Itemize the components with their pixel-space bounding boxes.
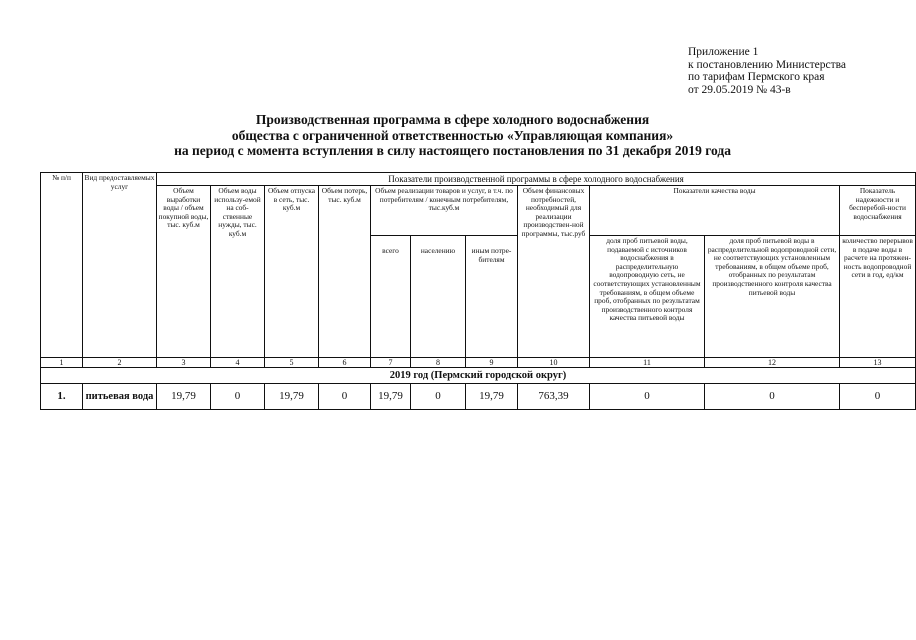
column-number: 9 (466, 358, 518, 368)
header-sales-volume: Объем реализации товаров и услуг, в т.ч. по потребителям / конечным потребителям, тыс.куб.м (371, 186, 518, 236)
annex-block (688, 46, 898, 96)
column-number: 11 (590, 358, 705, 368)
cell-own-needs-volume: 0 (211, 384, 265, 410)
header-quality-network: доля проб питьевой воды в распределительной водопроводной сети, не соответствующих установленным требованиям, в общем объеме проб, отобранных по результатам производственного контроля качества питьевой воды (705, 236, 840, 358)
annex-line-4: от 29.05.2019 № 43-в (688, 83, 791, 96)
annex-line-3: по тарифам Пермского края (688, 71, 825, 83)
header-water-quality: Показатели качества воды (590, 186, 840, 236)
header-quality-source: доля проб питьевой воды, подаваемой с источников водоснабжения в распределительную водопроводную сеть, не соответствующих установленным требованиям, в общем объеме проб, отобранных по результатам производственного контроля качества питьевой воды (590, 236, 705, 358)
annex-line-2: к постановлению Министерства (688, 58, 847, 71)
header-service-type: Вид предоставляемых услуг (83, 173, 157, 358)
header-own-needs-volume: Объем воды использу-емой на соб-ственные нужды, тыс. куб.м (211, 186, 265, 358)
cell-quality-network: 0 (705, 384, 840, 410)
row-number: 1. (41, 384, 83, 410)
cell-losses-volume: 0 (319, 384, 371, 410)
cell-production-volume: 19,79 (157, 384, 211, 410)
column-number: 6 (319, 358, 371, 368)
cell-sales-population: 0 (411, 384, 466, 410)
column-number: 13 (840, 358, 916, 368)
column-number: 8 (411, 358, 466, 368)
table-row (41, 384, 916, 410)
row-service-name: питьевая вода (83, 384, 157, 410)
column-number: 2 (83, 358, 157, 368)
section-title: 2019 год (Пермский городской округ) (41, 368, 916, 384)
header-production-volume: Объем выработки воды / объем покупной воды, тыс. куб.м (157, 186, 211, 358)
column-number: 12 (705, 358, 840, 368)
header-indicators: Показатели производственной программы в сфере холодного водоснабжения (157, 173, 916, 186)
title-line-1: Производственная программа в сфере холодного водоснабжения (255, 112, 650, 127)
column-number: 4 (211, 358, 265, 368)
header-interruptions: количество перерывов в подаче воды в расчете на протяжен-ность водопроводной сети в год, ед/км (840, 236, 916, 358)
header-losses-volume: Объем потерь, тыс. куб.м (319, 186, 371, 358)
title-line-2: общества с ограниченной ответственностью «Управляющая компания» (231, 127, 674, 143)
production-program-table (40, 172, 916, 410)
annex-line-1: Приложение 1 (688, 46, 759, 58)
cell-sales-other: 19,79 (466, 384, 518, 410)
column-number: 10 (518, 358, 590, 368)
column-number: 1 (41, 358, 83, 368)
cell-financial-needs: 763,39 (518, 384, 590, 410)
cell-sales-total: 19,79 (371, 384, 411, 410)
cell-quality-source: 0 (590, 384, 705, 410)
document-title (0, 112, 905, 159)
cell-supply-volume: 19,79 (265, 384, 319, 410)
header-sales-other: иным потре-бителям (466, 236, 518, 358)
column-number: 3 (157, 358, 211, 368)
header-supply-volume: Объем отпуска в сеть, тыс. куб.м (265, 186, 319, 358)
column-number: 7 (371, 358, 411, 368)
header-no: № п/п (41, 173, 83, 358)
title-line-3: на период с момента вступления в силу настоящего постановления по 31 декабря 2019 года (174, 143, 731, 158)
header-sales-population: населению (411, 236, 466, 358)
header-sales-total: всего (371, 236, 411, 358)
header-financial-needs: Объем финансовых потребностей, необходимый для реализации производствен-ной программы, тыс.руб (518, 186, 590, 358)
cell-interruptions: 0 (840, 384, 916, 410)
header-reliability: Показатель надежности и бесперебой-ности водоснабжения (840, 186, 916, 236)
column-number: 5 (265, 358, 319, 368)
